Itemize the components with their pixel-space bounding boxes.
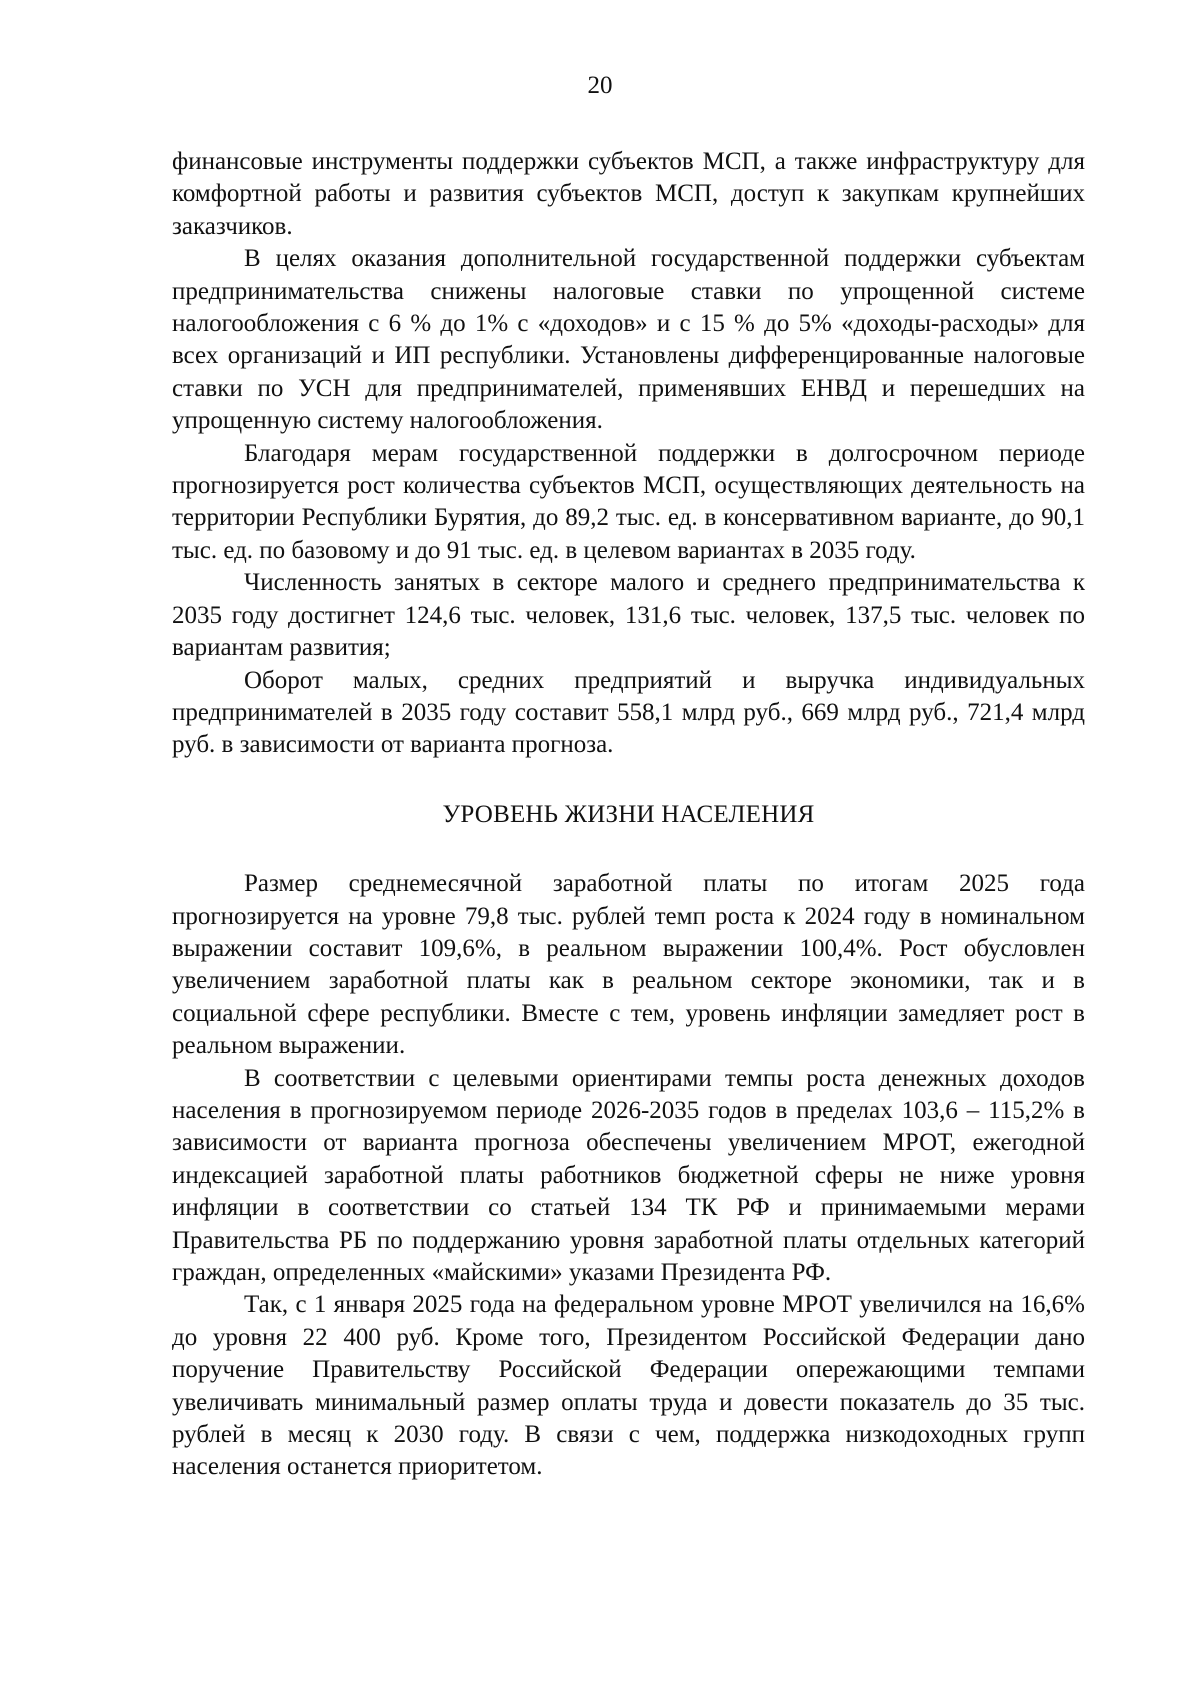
- paragraph-msp-forecast: Благодаря мерам государственной поддержки в долгосрочном периоде прогнозируется рост количества субъектов МСП, осуществляющих деятельность на территории Республики Бурятия, до 89,2 тыс. ед. в консервативном варианте, до 90,1 тыс. ед. по базовому и до 91 тыс. ед. в целевом вариантах в 2035 году.: [172, 439, 1085, 564]
- paragraph-continuation: финансовые инструменты поддержки субъектов МСП, а также инфраструктуру для комфортной работы и развития субъектов МСП, доступ к закупкам крупнейших заказчиков.: [172, 148, 1085, 240]
- paragraph-tax-rates: В целях оказания дополнительной государственной поддержки субъектам предпринимательства снижены налоговые ставки по упрощенной системе налогообложения с 6 % до 1% с «доходов» и с 15 % до 5% «доходы-расходы» для всех организаций и ИП республики. Установлены дифференцированные налоговые ставки по УСН для предпринимателей, применявших ЕНВД и перешедших на упрощенную систему налогообложения.: [172, 245, 1085, 435]
- paragraph-average-salary: Размер среднемесячной заработной платы по итогам 2025 года прогнозируется на уровне 79,8 тыс. рублей темп роста к 2024 году в номинальном выражении составит 109,6%, в реальном выражении 100,4%. Рост обусловлен увеличением заработной платы как в реальном секторе экономики, так и в социальной сфере республики. Вместе с тем, уровень инфляции замедляет рост в реальном выражении.: [172, 870, 1085, 1060]
- section-heading: УРОВЕНЬ ЖИЗНИ НАСЕЛЕНИЯ: [442, 800, 815, 828]
- page-number: 20: [587, 72, 613, 99]
- paragraph-employment: Численность занятых в секторе малого и среднего предпринимательства к 2035 году достигнет 124,6 тыс. человек, 131,6 тыс. человек, 137,5 тыс. человек по вариантам развития;: [172, 569, 1085, 662]
- page-content: [172, 146, 1085, 1484]
- paragraph-turnover: Оборот малых, средних предприятий и выручка индивидуальных предпринимателей в 2035 году составит 558,1 млрд руб., 669 млрд руб., 721,4 млрд руб. в зависимости от варианта прогноза.: [172, 666, 1085, 759]
- paragraph-mrot: Так, с 1 января 2025 года на федеральном уровне МРОТ увеличился на 16,6% до уровня 22 400 руб. Кроме того, Президентом Российской Федерации дано поручение Правительству Российской Федерации опережающими темпами увеличивать минимальный размер оплаты труда и довести показатель до 35 тыс. рублей в месяц к 2030 году. В связи с чем, поддержка низкодоходных групп населения останется приоритетом.: [172, 1291, 1085, 1481]
- paragraph-income-growth: В соответствии с целевыми ориентирами темпы роста денежных доходов населения в прогнозируемом периоде 2026-2035 годов в пределах 103,6 – 115,2% в зависимости от варианта прогноза обеспечены увеличением МРОТ, ежегодной индексацией заработной платы работников бюджетной сферы не ниже уровня инфляции в соответствии со статьей 134 ТК РФ и принимаемыми мерами Правительства РБ по поддержанию уровня заработной платы отдельных категорий граждан, определенных «майскими» указами Президента РФ.: [172, 1064, 1085, 1286]
